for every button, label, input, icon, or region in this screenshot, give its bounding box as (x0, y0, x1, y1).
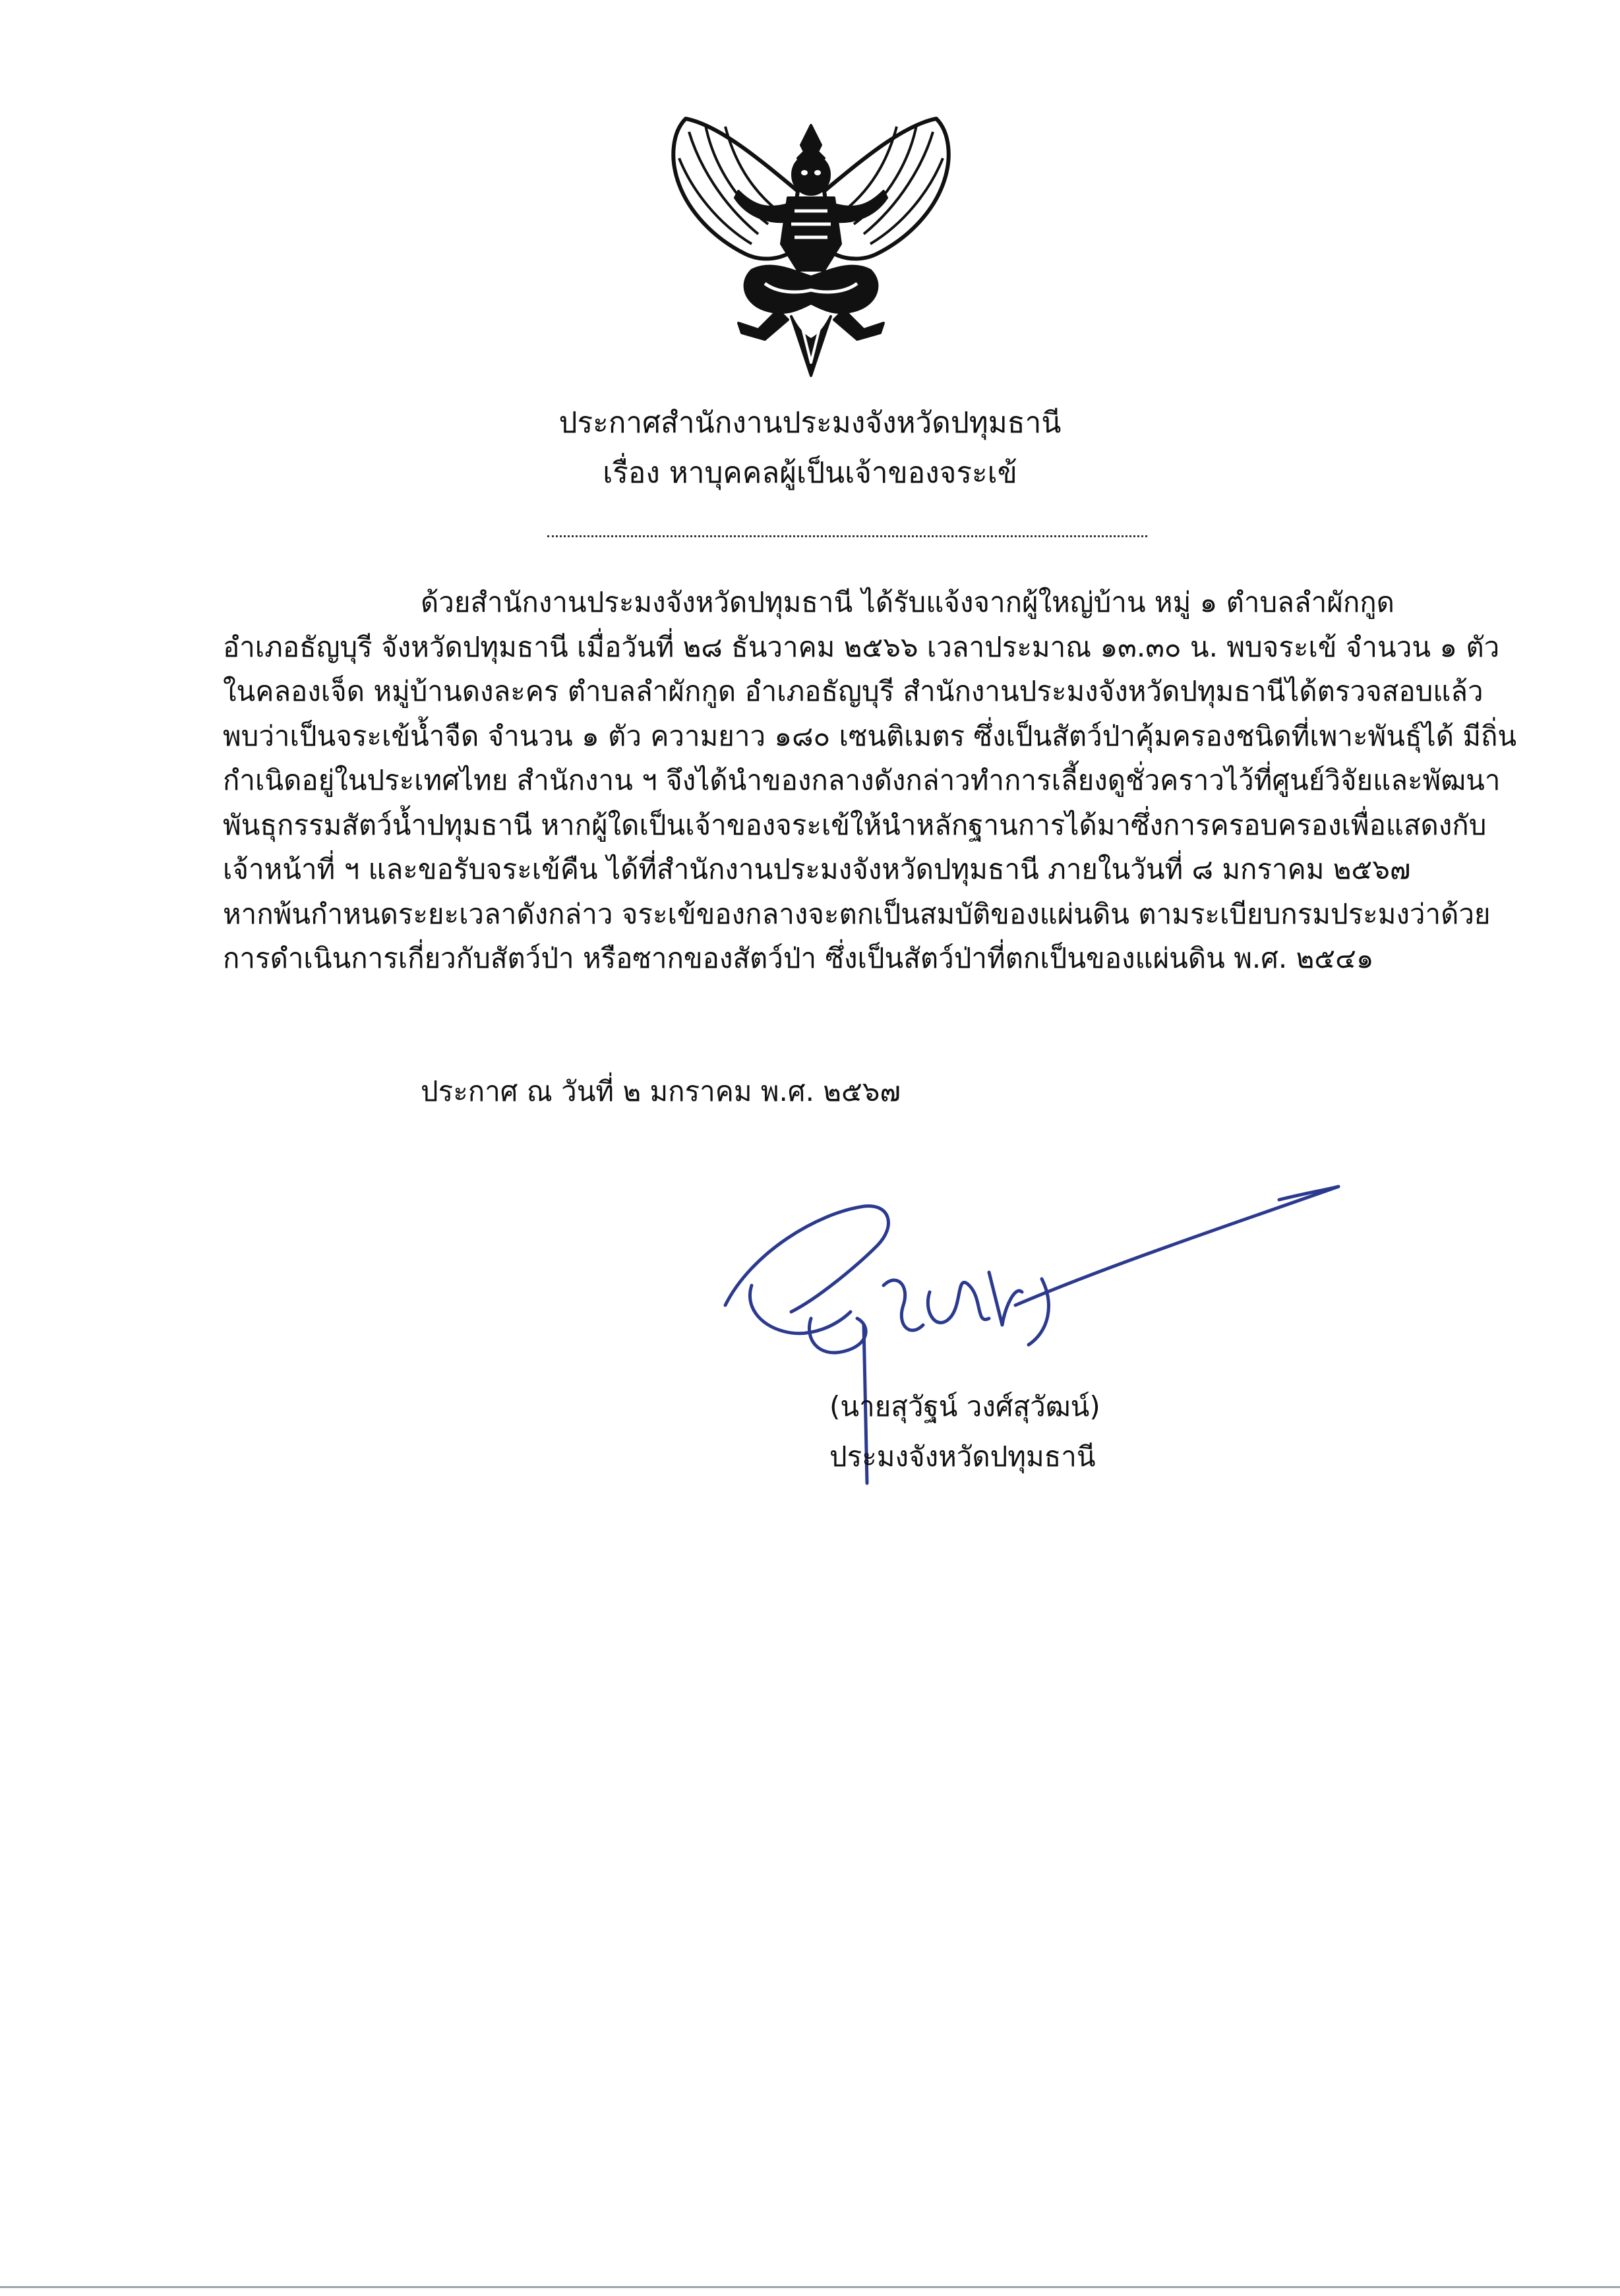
bottom-scan-edge (0, 2286, 1620, 2288)
body-line: อำเภอธัญบุรี จังหวัดปทุมธานี เมื่อวันที่ ๒๘ ธันวาคม ๒๕๖๖ เวลาประมาณ ๑๓.๓๐ น. พบจระเข้ จำนวน ๑ ตัว (223, 630, 1500, 663)
body-line: พันธุกรรมสัตว์น้ำปทุมธานี หากผู้ใดเป็นเจ้าของจระเข้ให้นำหลักฐานการได้มาซึ่งการครอบครองเพื่อแสดงกับ (223, 808, 1487, 841)
body-line: ด้วยสำนักงานประมงจังหวัดปทุมธานี ได้รับแจ้งจากผู้ใหญ่บ้าน หมู่ ๑ ตำบลลำผักกูด (421, 586, 1395, 618)
signer-name: (นายสุวัฐน์ วงศ์สุวัฒน์) (829, 1390, 1100, 1423)
announcement-subject: เรื่อง หาบุคคลผู้เป็นเจ้าของจระเข้ (603, 456, 1017, 490)
announcement-body (223, 580, 1517, 981)
dotted-divider (547, 535, 1147, 537)
body-line: ในคลองเจ็ด หมู่บ้านดงละคร ตำบลลำผักกูด อำเภอธัญบุรี สำนักงานประมงจังหวัดปทุมธานีได้ตรวจสอบแล้ว (223, 675, 1484, 707)
announcement-title: ประกาศสำนักงานประมงจังหวัดปทุมธานี (558, 406, 1062, 440)
body-line: หากพ้นกำหนดระยะเวลาดังกล่าว จระเข้ของกลางจะตกเป็นสมบัติของแผ่นดิน ตามระเบียบกรมประมงว่าด้วย (223, 897, 1491, 930)
body-line: พบว่าเป็นจระเข้น้ำจืด จำนวน ๑ ตัว ความยาว ๑๘๐ เซนติเมตร ซึ่งเป็นสัตว์ป่าคุ้มครองชนิดที่เพาะพันธุ์ได้ มีถิ่น (223, 719, 1517, 752)
signer-title: ประมงจังหวัดปทุมธานี (829, 1440, 1096, 1473)
body-line: เจ้าหน้าที่ ฯ และขอรับจระเข้คืน ได้ที่สำนักงานประมงจังหวัดปทุมธานี ภายในวันที่ ๘ มกราคม ๒๕๖๗ (223, 853, 1411, 885)
announcement-date: ประกาศ ณ วันที่ ๒ มกราคม พ.ศ. ๒๕๖๗ (421, 1075, 901, 1107)
garuda-emblem-icon (659, 112, 963, 382)
body-line: การดำเนินการเกี่ยวกับสัตว์ป่า หรือซากของสัตว์ป่า ซึ่งเป็นสัตว์ป่าที่ตกเป็นของแผ่นดิน พ.ศ. ๒๕๔๑ (223, 942, 1374, 974)
body-line: กำเนิดอยู่ในประเทศไทย สำนักงาน ฯ จึงได้นำของกลางดังกล่าวทำการเลี้ยงดูชั่วคราวไว้ที่ศูนย์วิจัยและพัฒนา (223, 764, 1501, 796)
